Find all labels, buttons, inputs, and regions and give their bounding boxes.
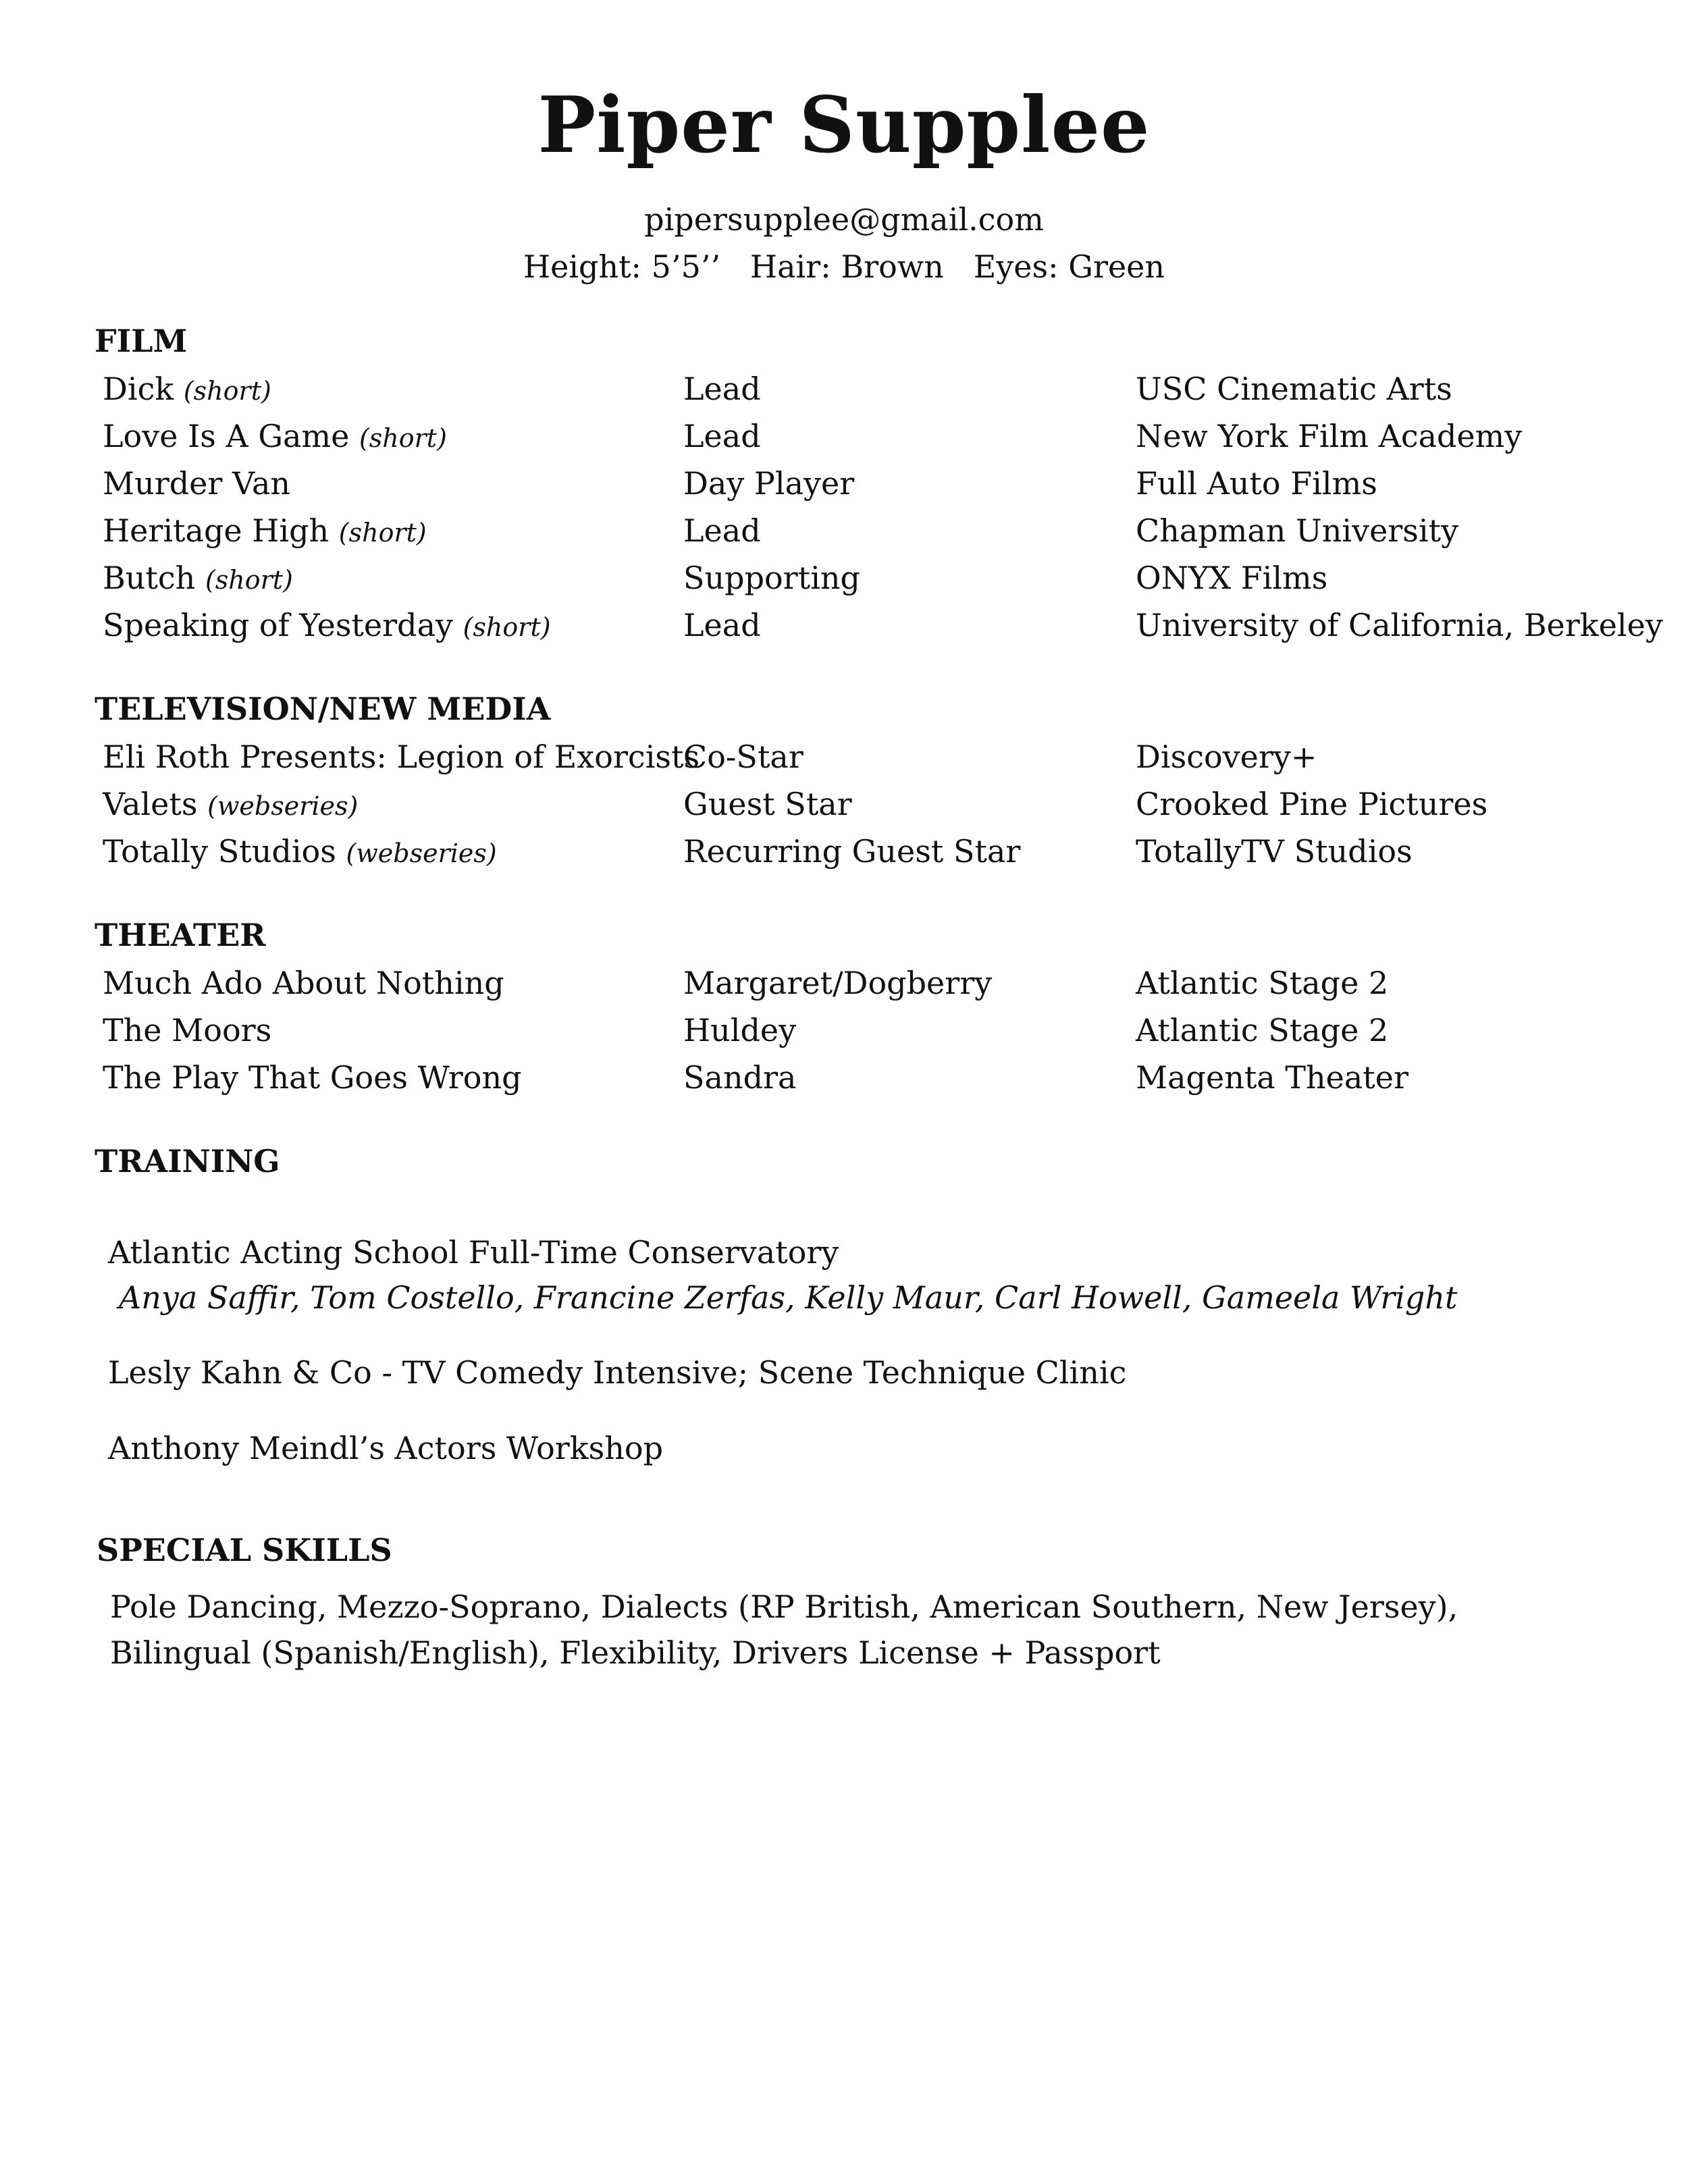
- credit-company: TotallyTV Studios: [1136, 833, 1413, 870]
- credit-company: USC Cinematic Arts: [1136, 371, 1452, 407]
- credit-title: Much Ado About Nothing: [103, 965, 504, 1001]
- special-skills-text: Pole Dancing, Mezzo-Soprano, Dialects (RP British, American Southern, New Jersey), Bilingual (Spanish/English), Flexibility, Drivers License + Passport: [110, 1589, 1458, 1671]
- credit-title: Heritage High (short): [103, 512, 427, 549]
- credit-role: Sandra: [683, 1059, 797, 1096]
- email-address: pipersupplee@gmail.com: [644, 201, 1044, 238]
- film-credit-row: [0, 365, 1688, 412]
- special-skills-heading: SPECIAL SKILLS: [97, 1532, 392, 1568]
- training-school: Atlantic Acting School Full-Time Conservatory: [108, 1234, 839, 1271]
- credit-company: New York Film Academy: [1136, 418, 1523, 454]
- credit-title: Speaking of Yesterday (short): [103, 607, 551, 643]
- credit-title: Valets (webseries): [103, 786, 359, 822]
- credit-role: Day Player: [683, 465, 855, 502]
- credit-role: Guest Star: [683, 786, 852, 822]
- training-heading: TRAINING: [95, 1143, 280, 1179]
- tv-credit-row: [0, 733, 1688, 780]
- credit-company: Atlantic Stage 2: [1136, 1012, 1389, 1048]
- credit-note: (short): [359, 423, 447, 453]
- film-credit-row: [0, 460, 1688, 507]
- credit-role: Lead: [683, 512, 761, 549]
- credit-company: University of California, Berkeley: [1136, 607, 1663, 643]
- theater-heading: THEATER: [95, 917, 266, 953]
- height-stat: Height: 5’5’’: [523, 248, 721, 285]
- television-heading: TELEVISION/NEW MEDIA: [95, 691, 551, 727]
- theater-credit-row: [0, 1007, 1688, 1054]
- tv-credit-row: [0, 780, 1688, 828]
- theater-credit-row: [0, 1054, 1688, 1101]
- actor-name: Piper Supplee: [537, 80, 1151, 170]
- tv-credit-row: [0, 828, 1688, 875]
- credit-company: Atlantic Stage 2: [1136, 965, 1389, 1001]
- training-school: Anthony Meindl’s Actors Workshop: [108, 1430, 664, 1466]
- credit-role: Co-Star: [683, 739, 803, 775]
- credit-note: (webseries): [207, 791, 359, 821]
- training-instructors: Anya Saffir, Tom Costello, Francine Zerfas, Kelly Maur, Carl Howell, Gameela Wright: [119, 1279, 1458, 1316]
- credit-note: (short): [205, 565, 293, 595]
- credit-title: Murder Van: [103, 465, 291, 502]
- credit-note: (webseries): [346, 838, 497, 868]
- credit-role: Supporting: [683, 560, 860, 596]
- film-credit-row: [0, 412, 1688, 460]
- credit-note: (short): [183, 376, 271, 406]
- hair-stat: Hair: Brown: [749, 248, 944, 285]
- credit-company: ONYX Films: [1136, 560, 1328, 596]
- film-credit-row: [0, 554, 1688, 602]
- credit-role: Margaret/Dogberry: [683, 965, 993, 1001]
- credit-title: The Moors: [103, 1012, 272, 1048]
- credit-title: Totally Studios (webseries): [103, 833, 497, 870]
- credit-company: Crooked Pine Pictures: [1136, 786, 1488, 822]
- training-school: Lesly Kahn & Co - TV Comedy Intensive; Scene Technique Clinic: [108, 1354, 1127, 1391]
- film-credit-row: [0, 507, 1688, 554]
- film-credit-row: [0, 602, 1688, 649]
- credit-title: Dick (short): [103, 371, 271, 407]
- credit-title: Butch (short): [103, 560, 293, 596]
- film-heading: FILM: [95, 323, 188, 359]
- credit-role: Huldey: [683, 1012, 797, 1048]
- credit-role: Lead: [683, 418, 761, 454]
- eyes-stat: Eyes: Green: [973, 248, 1165, 285]
- credit-role: Recurring Guest Star: [683, 833, 1021, 870]
- credit-note: (short): [338, 518, 427, 548]
- credit-role: Lead: [683, 371, 761, 407]
- credit-title: Love Is A Game (short): [103, 418, 447, 454]
- credit-company: Magenta Theater: [1136, 1059, 1409, 1096]
- credit-role: Lead: [683, 607, 761, 643]
- theater-credit-row: [0, 959, 1688, 1007]
- credit-note: (short): [463, 612, 551, 642]
- credit-company: Chapman University: [1136, 512, 1459, 549]
- credit-company: Discovery+: [1136, 739, 1317, 775]
- credit-title: The Play That Goes Wrong: [103, 1059, 522, 1096]
- credit-title: Eli Roth Presents: Legion of Exorcists: [103, 739, 700, 775]
- physical-stats: [0, 243, 1688, 290]
- credit-company: Full Auto Films: [1136, 465, 1377, 502]
